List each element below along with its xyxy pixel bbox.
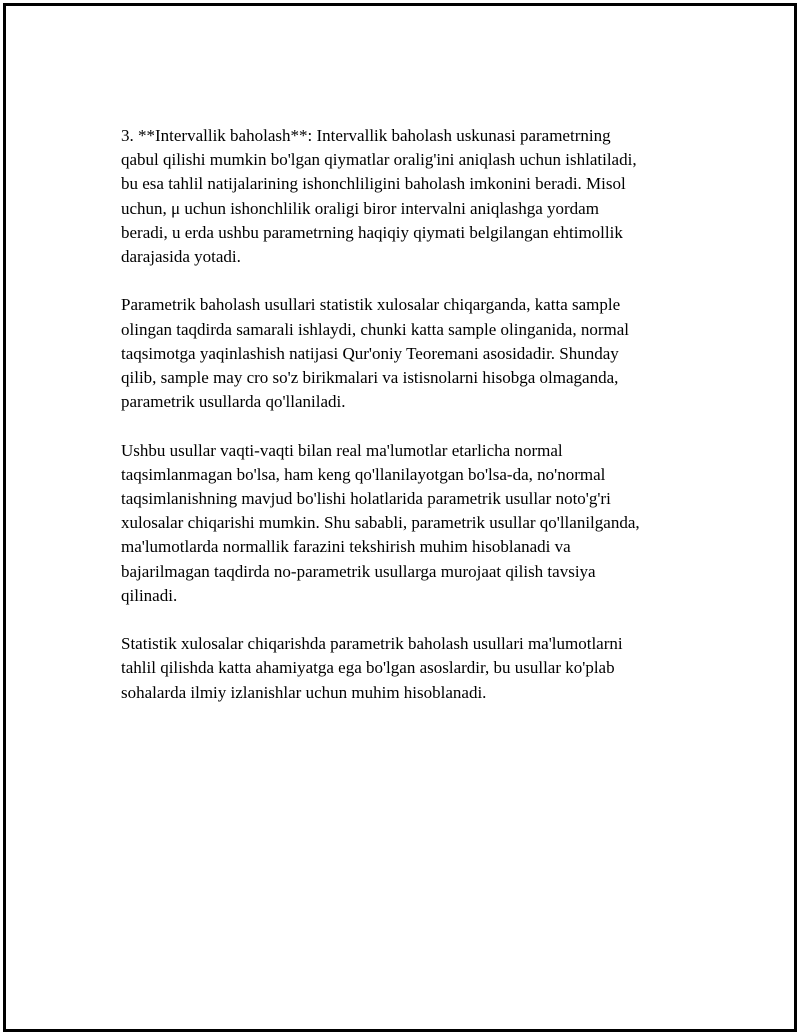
paragraph-normality-caveat: Ushbu usullar vaqti-vaqti bilan real ma'lumotlar etarlicha normal taqsimlanmagan bo'lsa, ham keng qo'llanilayotgan bo'lsa-da, no'normal taqsimlanishning mavjud bo'lishi holatlarida parametrik usullar noto'g'ri xulosalar chiqarishi mumkin. Shu sababli, parametrik usullar qo'llanilganda, ma'lumotlarda normallik farazini tekshirish muhim hisoblanadi va bajarilmagan taqdirda no-parametrik usullarga murojaat qilish tavsiya qilinadi. — [121, 440, 640, 605]
paragraph-conclusion: Statistik xulosalar chiqarishda parametrik baholash usullari ma'lumotlarni tahlil qilishda katta ahamiyatga ega bo'lgan asoslardir, bu usullar ko'plab sohalarda ilmiy izlanishlar uchun muhim hisoblanadi. — [121, 634, 623, 702]
page-body — [121, 124, 701, 729]
document-page — [3, 3, 797, 1032]
paragraph-parametric-methods: Parametrik baholash usullari statistik xulosalar chiqarganda, katta sample olingan taqdirda samarali ishlaydi, chunki katta sample olinganida, normal taqsimotga yaqinlashish natijasi Qur'oniy Teoremani asosidadir. Shunday qilib, sample may cro so'z birikmalari va istisnolarni hisobga olmaganda, parametrik usullarda qo'llaniladi. — [121, 295, 629, 412]
paragraph-interval-estimation: 3. **Intervallik baholash**: Intervallik baholash uskunasi parametrning qabul qilishi mumkin bo'lgan qiymatlar oralig'ini aniqlash uchun ishlatiladi, bu esa tahlil natijalarining ishonchliligini baholash imkonini beradi. Misol uchun, μ uchun ishonchlilik oraligi biror intervalni aniqlashga yordam beradi, u erda ushbu parametrning haqiqiy qiymati belgilangan ehtimollik darajasida yotadi. — [121, 126, 637, 267]
